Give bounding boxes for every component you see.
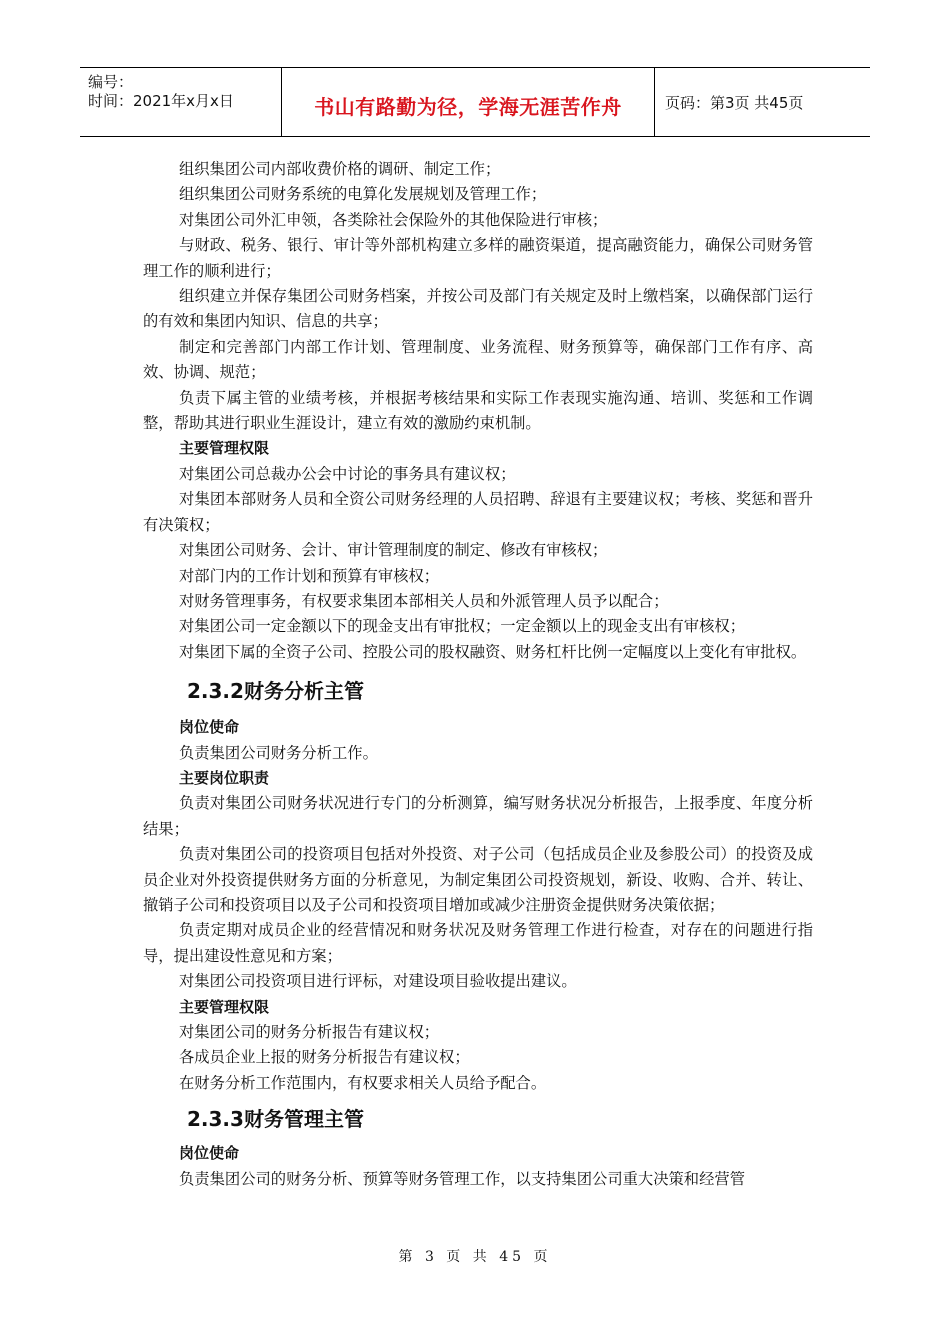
paragraph: 对集团公司投资项目进行评标，对建设项目验收提出建议。 — [179, 972, 577, 991]
header-meta-cell — [80, 68, 282, 136]
paragraph: 组织集团公司内部收费价格的调研、制定工作； — [179, 160, 501, 178]
paragraph: 对部门内的工作计划和预算有审核权； — [179, 566, 440, 585]
paragraph: 对集团公司一定金额以下的现金支出有审批权；一定金额以上的现金支出有审核权； — [179, 617, 745, 636]
paragraph: 负责集团公司财务分析工作。 — [179, 743, 378, 762]
subheading-authority: 主要管理权限 — [179, 997, 270, 1016]
document-body — [143, 157, 813, 1192]
paragraph: 对财务管理事务，有权要求集团本部相关人员和外派管理人员予以配合； — [179, 591, 669, 610]
subheading-mission: 岗位使命 — [179, 1144, 240, 1163]
paragraph: 在财务分析工作范围内，有权要求相关人员给予配合。 — [179, 1073, 547, 1092]
paragraph: 各成员企业上报的财务分析报告有建议权； — [179, 1048, 470, 1067]
subheading-mission: 岗位使命 — [179, 718, 240, 737]
paragraph: 对集团公司财务、会计、审计管理制度的制定、修改有审核权； — [179, 541, 608, 560]
document-header — [80, 67, 870, 137]
paragraph: 与财政、税务、银行、审计等外部机构建立多样的融资渠道，提高融资能力，确保公司财务管理工作的顺利进行； — [143, 236, 813, 280]
document-code: 编号： — [88, 73, 134, 91]
document-date: 时间：2021年x月x日 — [88, 92, 234, 110]
paragraph: 对集团本部财务人员和全资公司财务经理的人员招聘、辞退有主要建议权；考核、奖惩和晋升有决策权； — [143, 490, 813, 534]
subheading-duties: 主要岗位职责 — [179, 768, 270, 787]
paragraph: 对集团公司总裁办公会中讨论的事务具有建议权； — [179, 464, 516, 483]
page-footer: 第 3 页 共 45 页 — [398, 1249, 552, 1265]
paragraph: 负责定期对成员企业的经营情况和财务状况及财务管理工作进行检查，对存在的问题进行指导，提出建设性意见和方案； — [143, 921, 813, 965]
section-heading-2-3-2: 2.3.2财务分析主管 — [187, 679, 364, 704]
paragraph: 负责对集团公司财务状况进行专门的分析测算，编写财务状况分析报告，上报季度、年度分析结果； — [143, 794, 813, 838]
paragraph: 负责集团公司的财务分析、预算等财务管理工作，以支持集团公司重大决策和经营管 — [179, 1169, 745, 1188]
header-page-cell — [655, 68, 870, 136]
paragraph: 负责下属主管的业绩考核，并根据考核结果和实际工作表现实施沟通、培训、奖惩和工作调整，帮助其进行职业生涯设计，建立有效的激励约束机制。 — [143, 388, 813, 433]
paragraph: 组织建立并保存集团公司财务档案，并按公司及部门有关规定及时上缴档案，以确保部门运行的有效和集团内知识、信息的共享； — [143, 287, 813, 331]
paragraph: 对集团下属的全资子公司、控股公司的股权融资、财务杠杆比例一定幅度以上变化有审批权。 — [179, 642, 807, 661]
paragraph: 负责对集团公司的投资项目包括对外投资、对子公司（包括成员企业及参股公司）的投资及成员企业对外投资提供财务方面的分析意见，为制定集团公司投资规划，新设、收购、合并、转让、撤销子公司和投资项目以及子公司和投资项目增加或减少注册资金提供财务决策依据； — [143, 845, 813, 914]
header-page-number: 页码：第3页 共45页 — [665, 94, 804, 112]
section-heading-2-3-3: 2.3.3财务管理主管 — [187, 1107, 364, 1132]
subheading-authority: 主要管理权限 — [179, 439, 270, 458]
paragraph: 制定和完善部门内部工作计划、管理制度、业务流程、财务预算等，确保部门工作有序、高效、协调、规范； — [143, 337, 813, 382]
paragraph: 对集团公司外汇申领，各类除社会保险外的其他保险进行审核； — [179, 210, 608, 229]
paragraph: 组织集团公司财务系统的电算化发展规划及管理工作； — [179, 185, 547, 204]
paragraph: 对集团公司的财务分析报告有建议权； — [179, 1023, 440, 1041]
header-motto: 书山有路勤为径，学海无涯苦作舟 — [314, 95, 622, 119]
header-motto-cell — [282, 68, 655, 136]
